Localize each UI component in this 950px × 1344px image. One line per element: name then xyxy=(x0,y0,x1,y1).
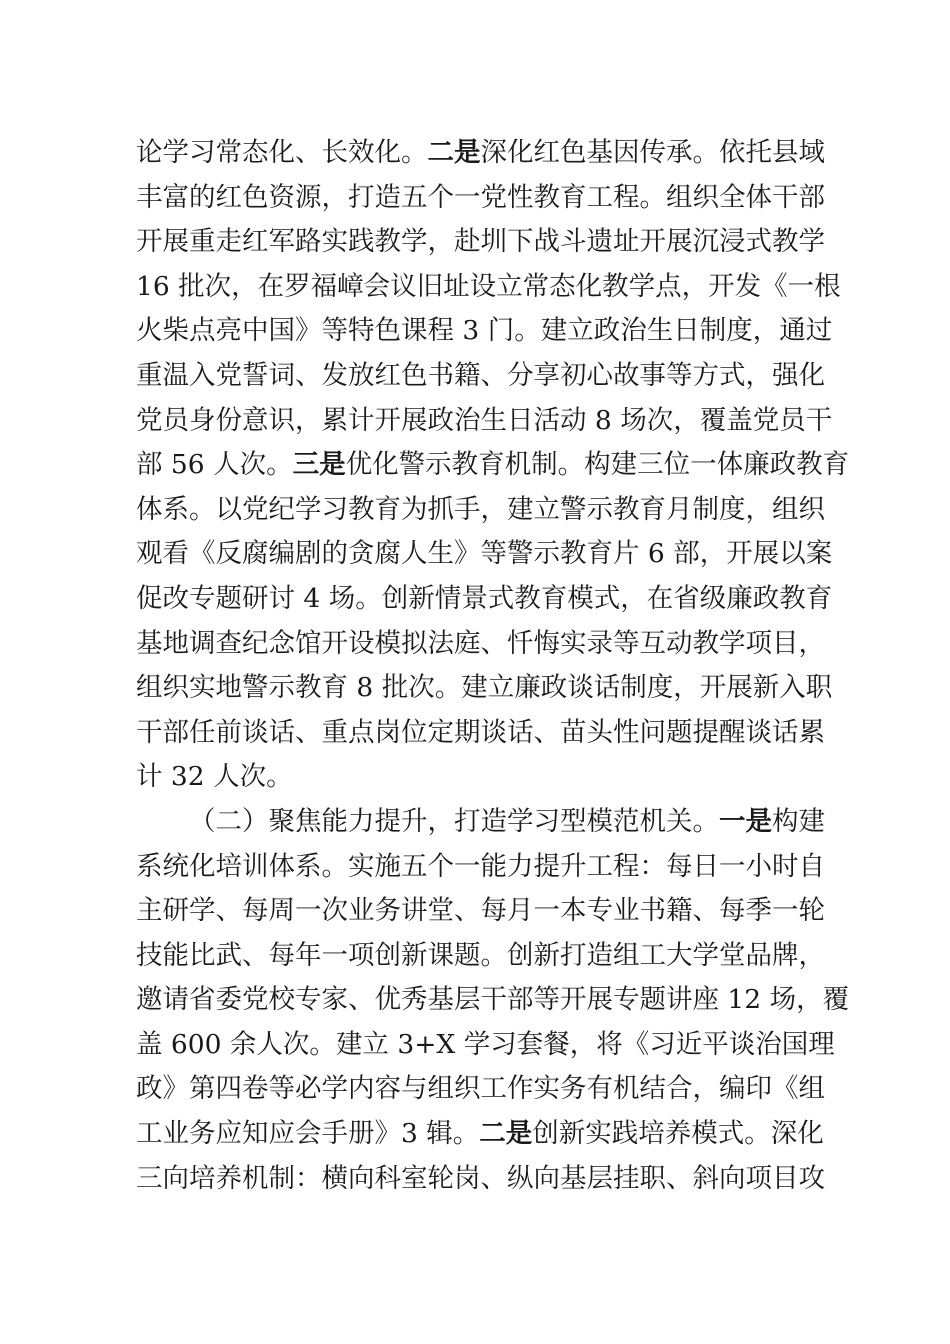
paragraph-1-line-2: 丰富的红色资源，打造五个一党性教育工程。组织全体干部 xyxy=(136,181,825,213)
paragraph-1-line-1: 论学习常态化、长效化。二是深化红色基因传承。依托县域 xyxy=(136,137,825,168)
paragraph-1-line-4: 16 批次，在罗福嶂会议旧址设立常态化教学点，开发《一根 xyxy=(136,270,841,302)
bold-keyword: 一是 xyxy=(719,805,772,837)
paragraph-2-line-6: 盖 600 余人次。建立 3+X 学习套餐，将《习近平谈治国理 xyxy=(136,1028,835,1060)
paragraph-1-line-9: 体系。以党纪学习教育为抓手，建立警示教育月制度，组织 xyxy=(136,493,825,525)
paragraph-1-line-7: 党员身份意识，累计开展政治生日活动 8 场次，覆盖党员干 xyxy=(136,404,833,436)
paragraph-1-line-11: 促改专题研讨 4 场。创新情景式教育模式，在省级廉政教育 xyxy=(136,582,833,614)
paragraph-2-line-3: 主研学、每周一次业务讲堂、每月一本专业书籍、每季一轮 xyxy=(136,895,825,927)
paragraph-2-line-7: 政》第四卷等必学内容与组织工作实务有机结合，编印《组 xyxy=(136,1073,825,1105)
paragraph-1-line-3: 开展重走红军路实践教学，赴圳下战斗遗址开展沉浸式教学 xyxy=(136,226,825,258)
paragraph-1-line-14: 干部任前谈话、重点岗位定期谈话、苗头性问题提醒谈话累 xyxy=(136,716,825,748)
paragraph-1-line-13: 组织实地警示教育 8 批次。建立廉政谈话制度，开展新入职 xyxy=(136,672,833,704)
paragraph-2-line-5: 邀请省委党校专家、优秀基层干部等开展专题讲座 12 场，覆 xyxy=(136,984,850,1016)
paragraph-1-line-12: 基地调查纪念馆开设模拟法庭、忏悔实录等互动教学项目， xyxy=(136,627,825,659)
paragraph-1-line-5: 火柴点亮中国》等特色课程 3 门。建立政治生日制度，通过 xyxy=(136,315,833,347)
bold-keyword: 三是 xyxy=(292,449,346,481)
paragraph-2-line-9: 三向培养机制：横向科室轮岗、纵向基层挂职、斜向项目攻 xyxy=(136,1162,825,1194)
bold-keyword: 二是 xyxy=(427,137,481,168)
paragraph-2-line-1: （二）聚焦能力提升，打造学习型模范机关。一是构建 xyxy=(189,805,825,837)
paragraph-2-line-4: 技能比武、每年一项创新课题。创新打造组工大学堂品牌， xyxy=(136,939,825,971)
paragraph-2-line-2: 系统化培训体系。实施五个一能力提升工程：每日一小时自 xyxy=(136,850,825,882)
paragraph-1-line-15: 计 32 人次。 xyxy=(136,761,293,793)
paragraph-1-line-6: 重温入党誓词、发放红色书籍、分享初心故事等方式，强化 xyxy=(136,359,825,391)
paragraph-2-line-8: 工业务应知应会手册》3 辑。二是创新实践培养模式。深化 xyxy=(136,1118,824,1150)
paragraph-1-line-10: 观看《反腐编剧的贪腐人生》等警示教育片 6 部，开展以案 xyxy=(136,538,833,570)
bold-keyword: 二是 xyxy=(479,1118,533,1150)
body-text xyxy=(136,131,850,1201)
paragraph-1-line-8: 部 56 人次。三是优化警示教育机制。构建三位一体廉政教育 xyxy=(136,449,850,481)
